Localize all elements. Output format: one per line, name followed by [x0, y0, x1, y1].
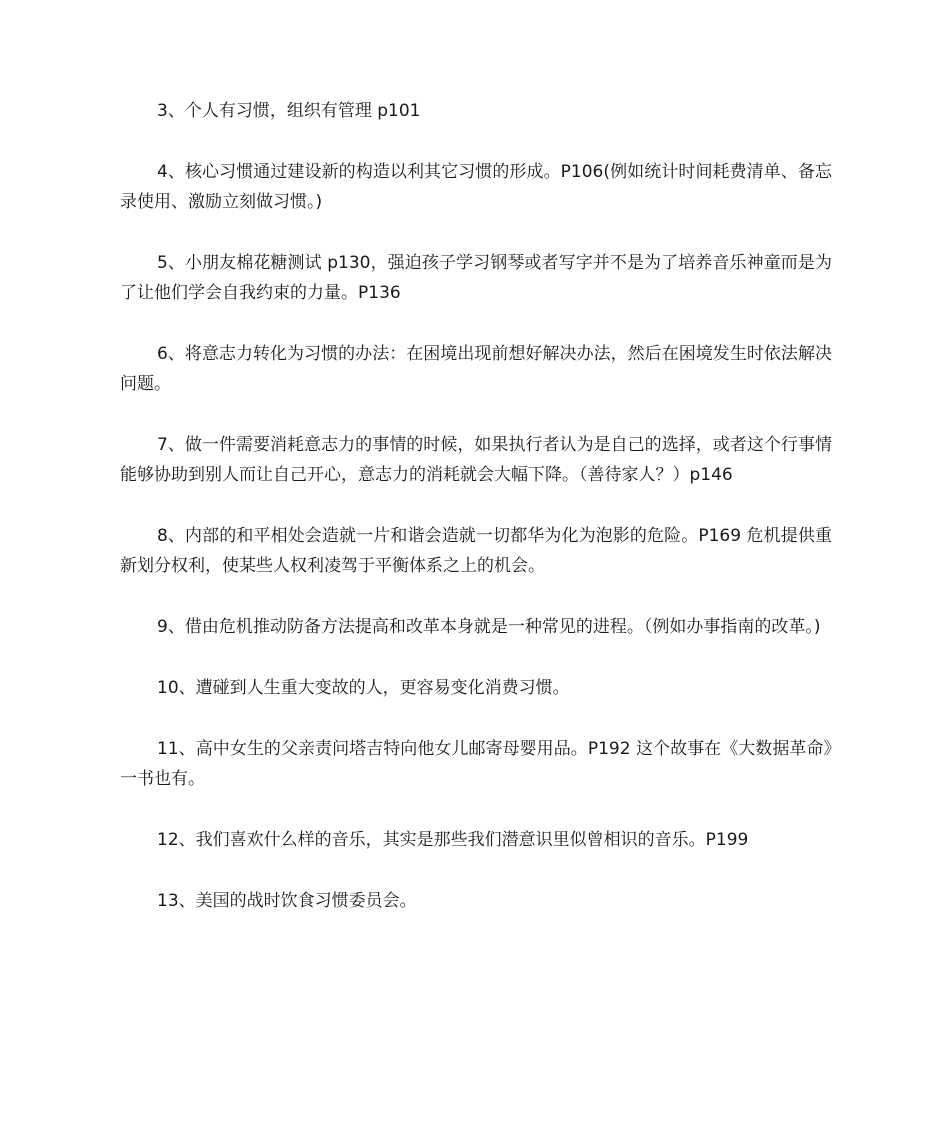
note-paragraph-8: 8、内部的和平相处会造就一片和谐会造就一切都华为化为泡影的危险。P169 危机提供重新划分权利，使某些人权利凌驾于平衡体系之上的机会。 [120, 526, 832, 576]
note-paragraph-7: 7、做一件需要消耗意志力的事情的时候，如果执行者认为是自己的选择，或者这个行事情能够协助到别人而让自己开心，意志力的消耗就会大幅下降。（善待家人？）p146 [120, 435, 832, 485]
note-paragraph-9: 9、借由危机推动防备方法提高和改革本身就是一种常见的进程。（例如办事指南的改革。) [157, 617, 821, 637]
note-paragraph-12: 12、我们喜欢什么样的音乐，其实是那些我们潜意识里似曾相识的音乐。P199 [157, 830, 749, 850]
notes-list [120, 96, 832, 947]
note-paragraph-3: 3、个人有习惯，组织有管理 p101 [157, 101, 421, 121]
note-paragraph-4: 4、核心习惯通过建设新的构造以利其它习惯的形成。P106(例如统计时间耗费清单、备忘录使用、激励立刻做习惯。) [120, 162, 832, 212]
note-paragraph-10: 10、遭碰到人生重大变故的人，更容易变化消费习惯。 [157, 678, 570, 698]
note-paragraph-5: 5、小朋友棉花糖测试 p130，强迫孩子学习钢琴或者写字并不是为了培养音乐神童而是为了让他们学会自我约束的力量。P136 [120, 253, 832, 303]
note-paragraph-6: 6、将意志力转化为习惯的办法：在困境出现前想好解决办法，然后在困境发生时依法解决问题。 [120, 344, 832, 394]
note-paragraph-13: 13、美国的战时饮食习惯委员会。 [157, 891, 417, 911]
note-paragraph-11: 11、高中女生的父亲责问塔吉特向他女儿邮寄母婴用品。P192 这个故事在《大数据革命》一书也有。 [120, 739, 832, 789]
